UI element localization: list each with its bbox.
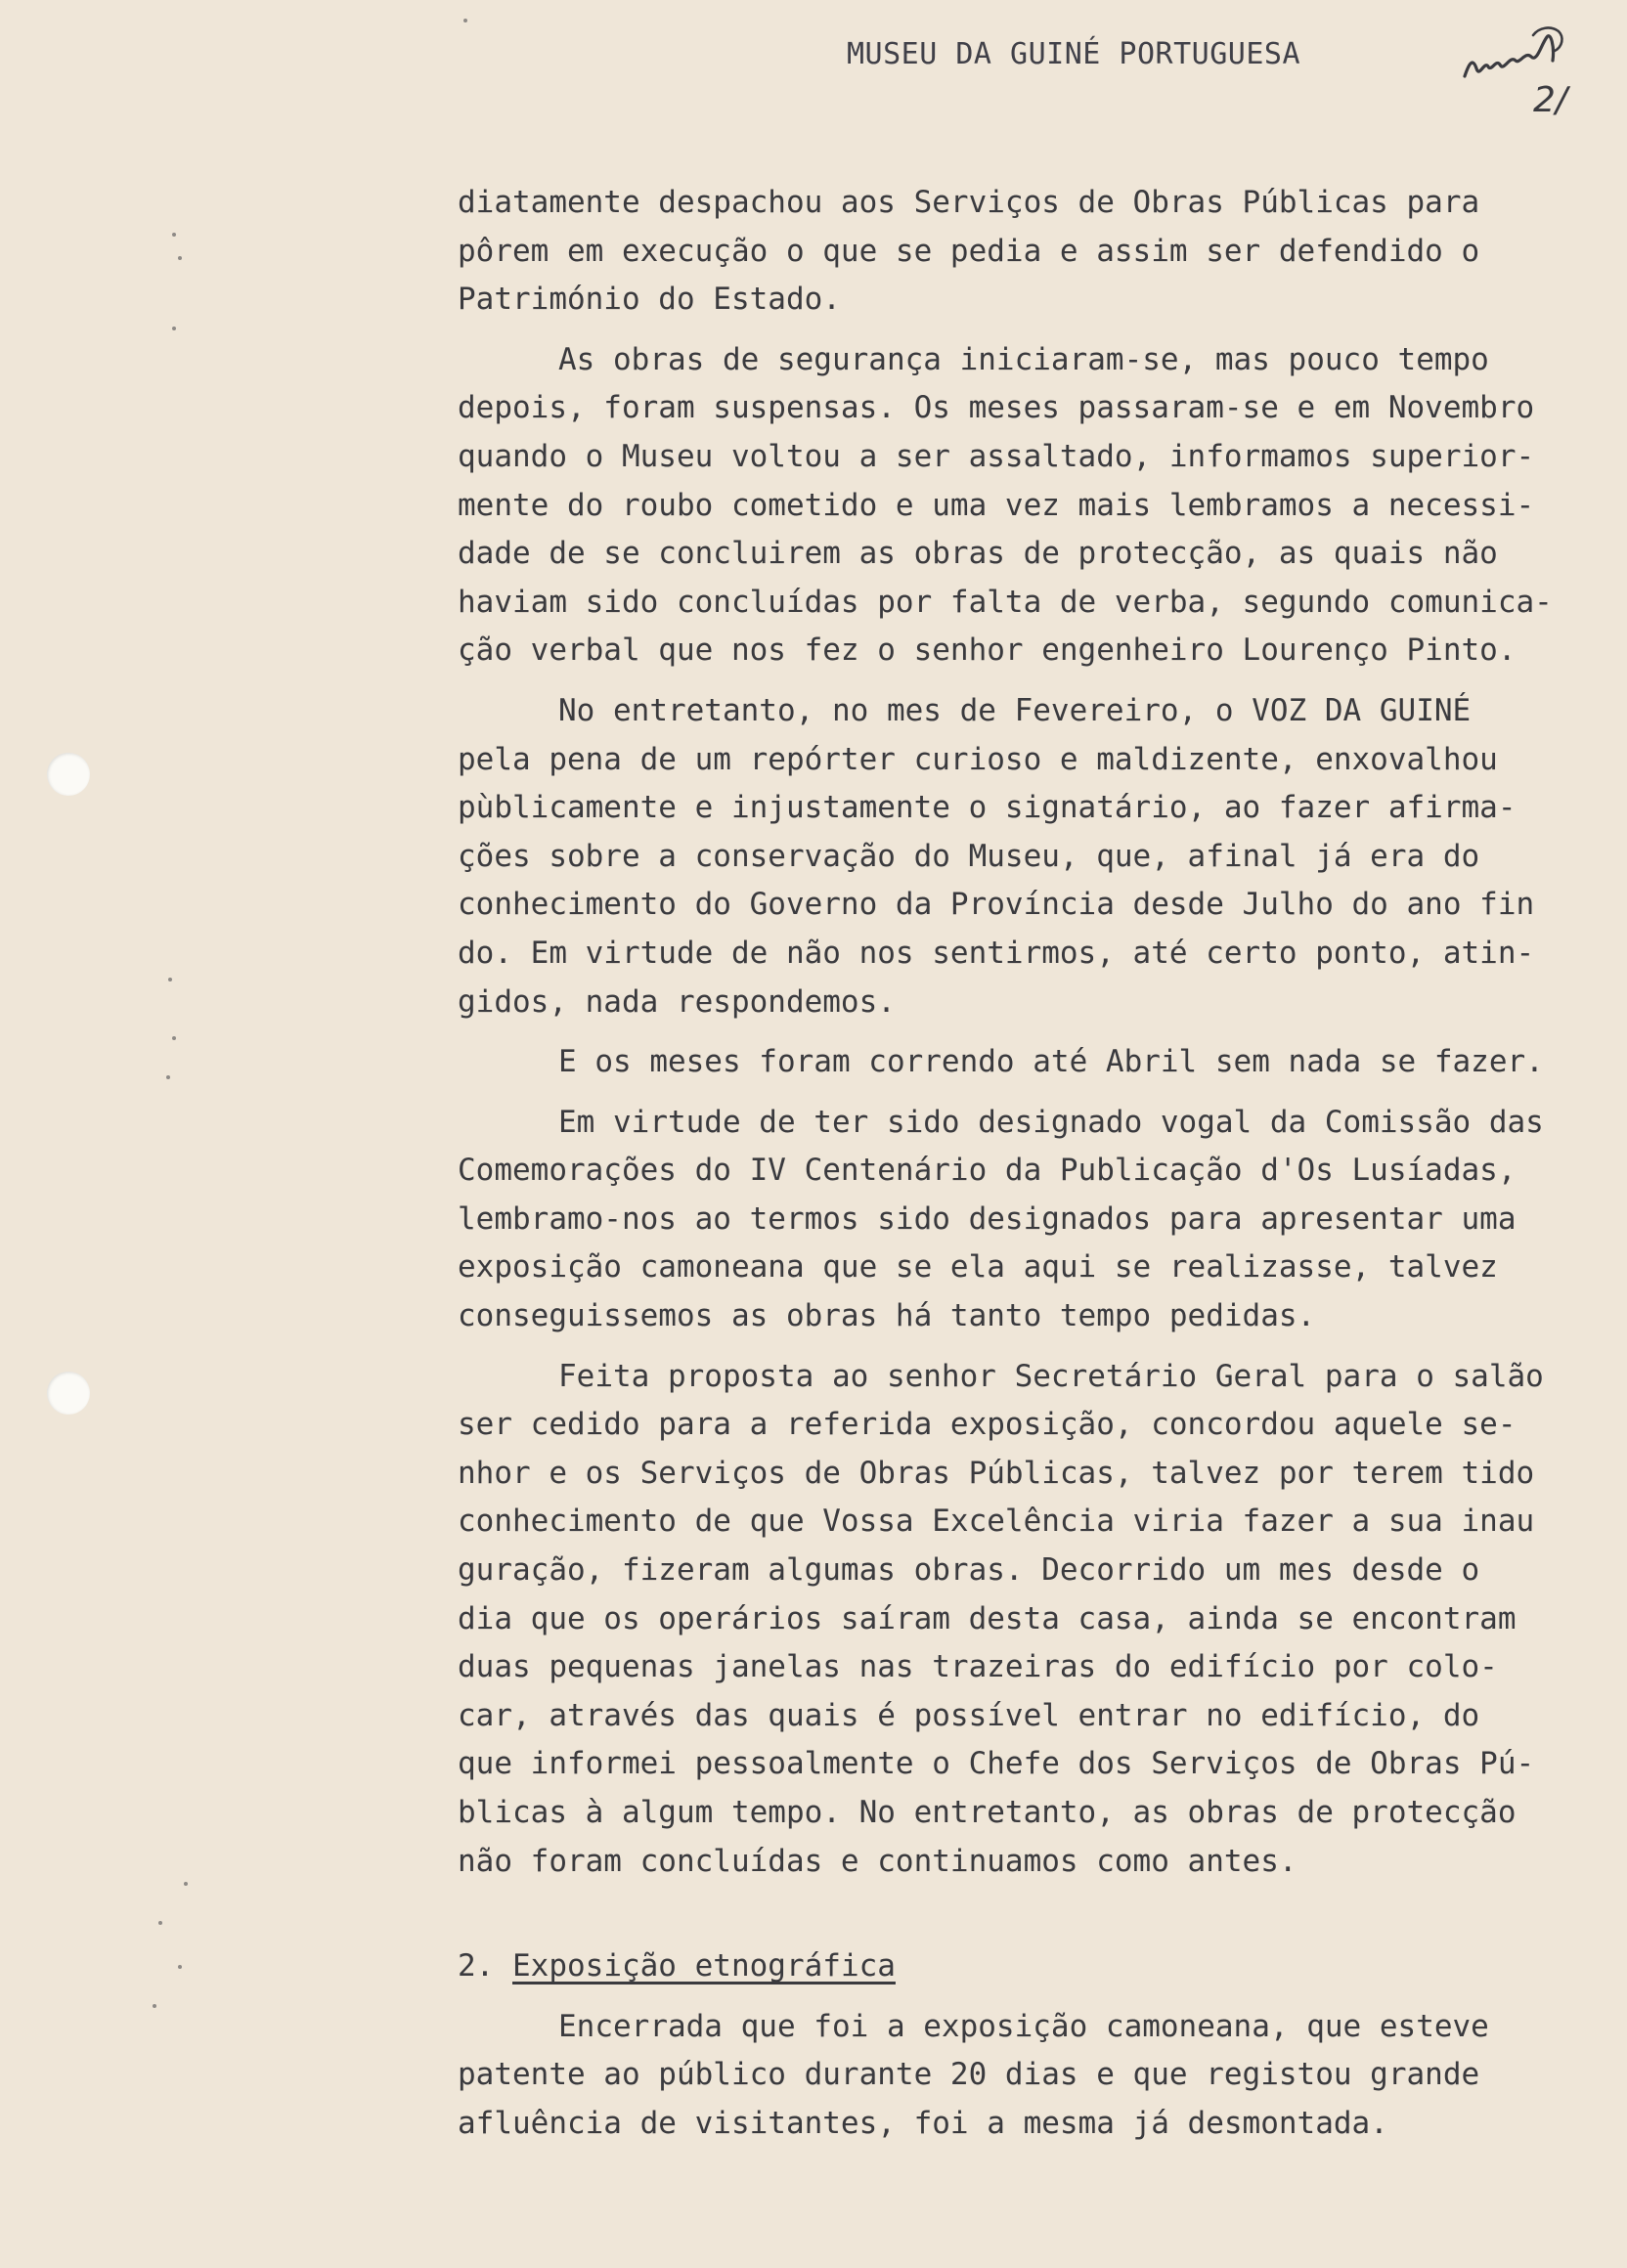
section-number: 2. xyxy=(458,1948,495,1984)
text-line: gidos, nada respondemos. xyxy=(458,983,896,1020)
section-paragraph-1 xyxy=(458,2003,1621,2149)
margin-speck xyxy=(153,2004,156,2008)
text-line: Feita proposta ao senhor Secretário Geral para o salão xyxy=(558,1358,1544,1394)
paragraph-2 xyxy=(458,336,1621,676)
margin-speck xyxy=(158,1921,162,1925)
margin-speck xyxy=(463,19,467,22)
text-line: depois, foram suspensas. Os meses passaram-se e em Novembro xyxy=(458,390,1535,426)
text-line: quando o Museu voltou a ser assaltado, informamos superior- xyxy=(458,438,1535,474)
punch-hole-bottom xyxy=(47,1372,90,1415)
text-line: Comemorações do IV Centenário da Publicação d'Os Lusíadas, xyxy=(458,1153,1517,1189)
text-line: do. Em virtude de não nos sentirmos, até certo ponto, atin- xyxy=(458,935,1535,971)
text-line: ção verbal que nos fez o senhor engenheiro Lourenço Pinto. xyxy=(458,632,1517,669)
margin-speck xyxy=(172,233,176,237)
letter-body xyxy=(458,179,1621,2160)
text-line: pôrem em execução o que se pedia e assim ser defendido o xyxy=(458,233,1480,269)
margin-speck xyxy=(166,1075,170,1079)
text-line: No entretanto, no mes de Fevereiro, o VOZ DA GUINÉ xyxy=(558,692,1472,728)
text-line: Encerrada que foi a exposição camoneana, que esteve xyxy=(558,2008,1489,2044)
margin-speck xyxy=(172,1036,176,1040)
text-line: conseguissemos as obras há tanto tempo pedidas. xyxy=(458,1298,1316,1334)
text-line: dade de se concluirem as obras de protecção, as quais não xyxy=(458,536,1498,572)
text-line: ser cedido para a referida exposição, concordou aquele se- xyxy=(458,1407,1517,1443)
text-line: haviam sido concluídas por falta de verba, segundo comunica- xyxy=(458,584,1553,620)
text-line: Em virtude de ter sido designado vogal da Comissão das xyxy=(558,1104,1544,1140)
text-line: diatamente despachou aos Serviços de Obras Públicas para xyxy=(458,185,1480,220)
text-line: ções sobre a conservação do Museu, que, afinal já era do xyxy=(458,838,1480,874)
paragraph-3 xyxy=(458,687,1621,1026)
text-line: exposição camoneana que se ela aqui se realizasse, talvez xyxy=(458,1249,1498,1286)
text-line: mente do roubo cometido e uma vez mais lembramos a necessi- xyxy=(458,487,1535,523)
paragraph-6 xyxy=(458,1353,1621,1887)
text-line: afluência de visitantes, foi a mesma já desmontada. xyxy=(458,2105,1388,2141)
margin-speck xyxy=(172,327,176,330)
text-line: não foram concluídas e continuamos como antes. xyxy=(458,1843,1297,1879)
page-number: 2/ xyxy=(1533,80,1568,120)
text-line: conhecimento do Governo da Província desde Julho do ano fin xyxy=(458,887,1535,923)
text-line: conhecimento de que Vossa Excelência viria fazer a sua inau xyxy=(458,1504,1535,1540)
paragraph-1 xyxy=(458,179,1621,325)
text-line: patente ao público durante 20 dias e que registou grande xyxy=(458,2057,1480,2093)
letterhead-title: MUSEU DA GUINÉ PORTUGUESA xyxy=(847,37,1301,71)
text-line: dia que os operários saíram desta casa, ainda se encontram xyxy=(458,1600,1517,1636)
text-line: guração, fizeram algumas obras. Decorrido um mes desde o xyxy=(458,1552,1480,1589)
section-heading xyxy=(458,1942,1621,1991)
text-line: As obras de segurança iniciaram-se, mas pouco tempo xyxy=(558,341,1489,377)
margin-speck xyxy=(168,978,172,981)
text-line: pela pena de um repórter curioso e maldizente, enxovalhou xyxy=(458,741,1498,777)
text-line: lembramo-nos ao termos sido designados para apresentar uma xyxy=(458,1200,1517,1237)
text-line: que informei pessoalmente o Chefe dos Serviços de Obras Pú- xyxy=(458,1746,1535,1782)
text-line: Património do Estado. xyxy=(458,282,841,318)
margin-speck xyxy=(178,1965,182,1969)
text-line: blicas à algum tempo. No entretanto, as obras de protecção xyxy=(458,1795,1517,1830)
text-line: pùblicamente e injustamente o signatário, ao fazer afirma- xyxy=(458,790,1517,826)
punch-hole-top xyxy=(47,753,90,796)
text-line: duas pequenas janelas nas trazeiras do edifício por colo- xyxy=(458,1649,1498,1685)
text-line: car, através das quais é possível entrar no edifício, do xyxy=(458,1697,1480,1733)
section-title: Exposição etnográfica xyxy=(512,1948,896,1984)
margin-speck xyxy=(178,256,182,260)
margin-speck xyxy=(184,1882,188,1886)
text-line: nhor e os Serviços de Obras Públicas, talvez por terem tido xyxy=(458,1455,1535,1491)
paragraph-5 xyxy=(458,1099,1621,1341)
text-line: E os meses foram correndo até Abril sem nada se fazer. xyxy=(558,1044,1544,1080)
paragraph-4 xyxy=(458,1038,1621,1087)
